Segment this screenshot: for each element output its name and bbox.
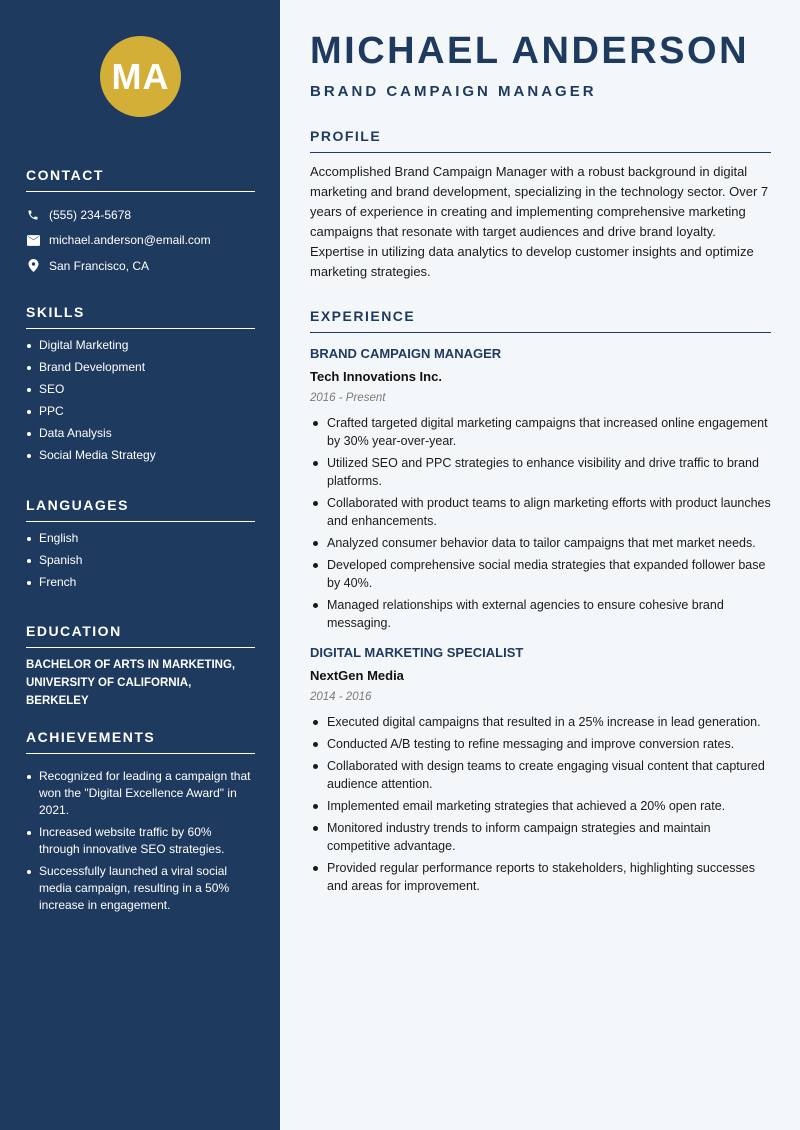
job-bullet: Analyzed consumer behavior data to tailor campaigns that met market needs. <box>310 534 771 552</box>
achievement-item: Increased website traffic by 60% through innovative SEO strategies. <box>26 824 255 858</box>
job-bullets <box>310 713 771 895</box>
achievement-item: Recognized for leading a campaign that won the "Digital Excellence Award" in 2021. <box>26 768 255 819</box>
job-bullet: Conducted A/B testing to refine messaging and improve conversion rates. <box>310 735 771 753</box>
education-degree: BACHELOR OF ARTS IN MARKETING, UNIVERSITY OF CALIFORNIA, BERKELEY <box>26 659 236 707</box>
job-dates: 2016 - Present <box>310 392 386 404</box>
sidebar <box>0 0 280 1130</box>
skill-item: SEO <box>26 381 255 398</box>
language-item: English <box>26 530 255 547</box>
candidate-title: BRAND CAMPAIGN MANAGER <box>310 83 597 100</box>
languages-heading: LANGUAGES <box>26 497 255 522</box>
education-section <box>26 623 255 710</box>
email-icon <box>26 233 40 247</box>
contact-heading: CONTACT <box>26 167 255 192</box>
avatar-initials: MA <box>100 36 181 117</box>
job-bullets <box>310 414 771 632</box>
language-item: Spanish <box>26 552 255 569</box>
candidate-name: MICHAEL ANDERSON <box>310 30 750 72</box>
phone-icon <box>26 208 40 222</box>
contact-email[interactable]: michael.anderson@email.com <box>49 233 211 248</box>
contact-item-phone <box>26 202 255 228</box>
job-bullet: Developed comprehensive social media strategies that expanded follower base by 40%. <box>310 556 771 592</box>
education-heading: EDUCATION <box>26 623 255 648</box>
contact-phone[interactable]: (555) 234-5678 <box>49 207 132 222</box>
contact-section <box>26 167 255 279</box>
languages-section <box>26 497 255 596</box>
job-bullet: Executed digital campaigns that resulted in a 25% increase in lead generation. <box>310 713 771 731</box>
skills-heading: SKILLS <box>26 304 255 329</box>
job-company: NextGen Media <box>310 668 404 683</box>
contact-item-email <box>26 228 255 254</box>
achievements-list <box>26 768 255 914</box>
contact-list <box>26 202 255 279</box>
job-entry <box>310 644 771 895</box>
job-role: DIGITAL MARKETING SPECIALIST <box>310 645 524 660</box>
job-entry <box>310 345 771 632</box>
location-pin-icon <box>26 259 40 273</box>
experience-section <box>310 308 771 899</box>
job-role: BRAND CAMPAIGN MANAGER <box>310 346 502 361</box>
profile-text: Accomplished Brand Campaign Manager with a robust background in digital marketing and brand development, specializing in the technology sector. Over 7 years of experience in creating and implementing comprehensive marketing campaigns that resonate with target audiences and drive brand loyalty. Expertise in utilizing data analytics to develop customer insights and optimize marketing strategies. <box>310 164 769 279</box>
achievements-section <box>26 729 255 919</box>
skill-item: Data Analysis <box>26 425 255 442</box>
job-bullet: Provided regular performance reports to stakeholders, highlighting successes and areas for improvement. <box>310 859 771 895</box>
job-bullet: Collaborated with design teams to create engaging visual content that captured audience attention. <box>310 757 771 793</box>
job-bullet: Crafted targeted digital marketing campaigns that increased online engagement by 30% year-over-year. <box>310 414 771 450</box>
job-bullet: Monitored industry trends to inform campaign strategies and maintain competitive advantage. <box>310 819 771 855</box>
skill-item: Digital Marketing <box>26 337 255 354</box>
profile-section <box>310 128 771 282</box>
job-dates: 2014 - 2016 <box>310 691 372 703</box>
achievement-item: Successfully launched a viral social media campaign, resulting in a 50% increase in engagement. <box>26 863 255 914</box>
skills-list <box>26 337 255 464</box>
skills-section <box>26 304 255 469</box>
job-bullet: Implemented email marketing strategies that achieved a 20% open rate. <box>310 797 771 815</box>
job-bullet: Collaborated with product teams to align marketing efforts with product launches and enhancements. <box>310 494 771 530</box>
job-bullet: Managed relationships with external agencies to ensure cohesive brand messaging. <box>310 596 771 632</box>
job-bullet: Utilized SEO and PPC strategies to enhance visibility and drive traffic to brand platforms. <box>310 454 771 490</box>
languages-list <box>26 530 255 591</box>
skill-item: PPC <box>26 403 255 420</box>
contact-item-location <box>26 253 255 279</box>
experience-heading: EXPERIENCE <box>310 308 771 333</box>
language-item: French <box>26 574 255 591</box>
skill-item: Social Media Strategy <box>26 447 255 464</box>
job-company: Tech Innovations Inc. <box>310 369 442 384</box>
achievements-heading: ACHIEVEMENTS <box>26 729 255 754</box>
skill-item: Brand Development <box>26 359 255 376</box>
profile-heading: PROFILE <box>310 128 771 153</box>
contact-location: San Francisco, CA <box>49 258 150 273</box>
main-content <box>280 0 800 1130</box>
